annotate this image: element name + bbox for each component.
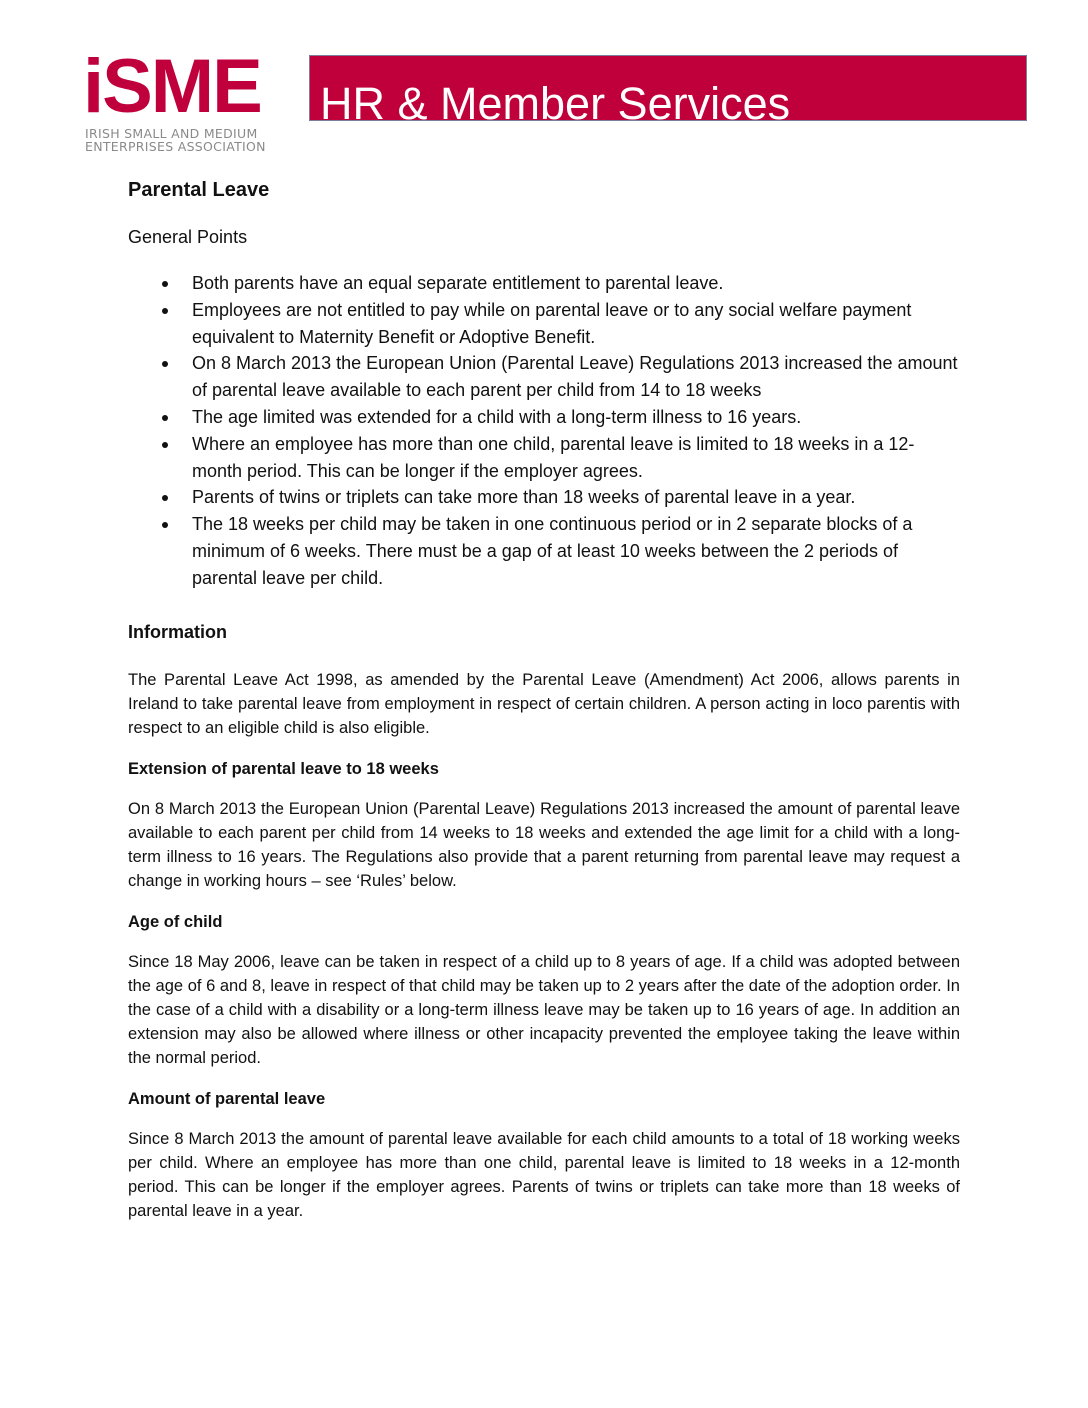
list-item: Parents of twins or triplets can take more than 18 weeks of parental leave in a year. [128, 484, 960, 511]
list-item: Where an employee has more than one child, parental leave is limited to 18 weeks in a 12-month period. This can be longer if the employer agrees. [128, 431, 960, 485]
bullet-icon [162, 415, 168, 421]
isme-logo [83, 44, 303, 155]
information-paragraph: The Parental Leave Act 1998, as amended by the Parental Leave (Amendment) Act 2006, allows parents in Ireland to take parental leave from employment in respect of certain children. A person acting in loco parentis with respect to an eligible child is also eligible. [128, 670, 960, 737]
banner-title: HR & Member Services [320, 78, 791, 121]
list-item: The age limited was extended for a child with a long-term illness to 16 years. [128, 404, 960, 431]
list-item: On 8 March 2013 the European Union (Parental Leave) Regulations 2013 increased the amount of parental leave available to each parent per child from 14 to 18 weeks [128, 350, 960, 404]
logo-subtitle [85, 127, 305, 153]
extension-heading: Extension of parental leave to 18 weeks [128, 759, 439, 778]
list-item: The 18 weeks per child may be taken in one continuous period or in 2 separate blocks of a minimum of 6 weeks. There must be a gap of at least 10 weeks between the 2 periods of parental leave per child. [128, 511, 960, 591]
bullet-icon [162, 495, 168, 501]
list-item: Both parents have an equal separate entitlement to parental leave. [128, 270, 960, 297]
age-heading: Age of child [128, 912, 223, 931]
extension-paragraph: On 8 March 2013 the European Union (Parental Leave) Regulations 2013 increased the amount of parental leave available to each parent per child from 14 weeks to 18 weeks and extended the age limit for a child with a long-term illness to 16 years. The Regulations also provide that a parent returning from parental leave may request a change in working hours – see ‘Rules’ below. [128, 799, 960, 890]
amount-paragraph: Since 8 March 2013 the amount of parental leave available for each child amounts to a total of 18 working weeks per child. Where an employee has more than one child, parental leave is limited to 18 weeks in a 12-month period. This can be longer if the employer agrees. Parents of twins or triplets can take more than 18 weeks of parental leave in a year. [128, 1129, 960, 1220]
bullet-icon [162, 281, 168, 287]
bullet-icon [162, 361, 168, 367]
age-paragraph: Since 18 May 2006, leave can be taken in respect of a child up to 8 years of age. If a child was adopted between the age of 6 and 8, leave in respect of that child may be taken up to 2 years after the date of the adoption order. In the case of a child with a disability or a long-term illness leave may be taken up to 16 years of age. In addition an extension may also be allowed where illness or other incapacity prevented the employee taking the leave within the normal period. [128, 952, 960, 1067]
bullet-icon [162, 522, 168, 528]
information-heading: Information [128, 621, 227, 642]
logo-subtitle-line-1: IRISH SMALL AND MEDIUM [85, 126, 258, 141]
bullet-icon [162, 308, 168, 314]
bullet-icon [162, 442, 168, 448]
section-subtitle: General Points [128, 227, 248, 247]
document-body [128, 172, 960, 1223]
logo-wordmark: iSME [83, 44, 261, 129]
header-banner [309, 55, 1027, 121]
list-item: Employees are not entitled to pay while on parental leave or to any social welfare payment equivalent to Maternity Benefit or Adoptive Benefit. [128, 297, 960, 351]
page-title: Parental Leave [128, 179, 270, 201]
general-points-list [128, 270, 960, 592]
logo-subtitle-line-2: ENTERPRISES ASSOCIATION [85, 139, 266, 154]
amount-heading: Amount of parental leave [128, 1089, 326, 1108]
